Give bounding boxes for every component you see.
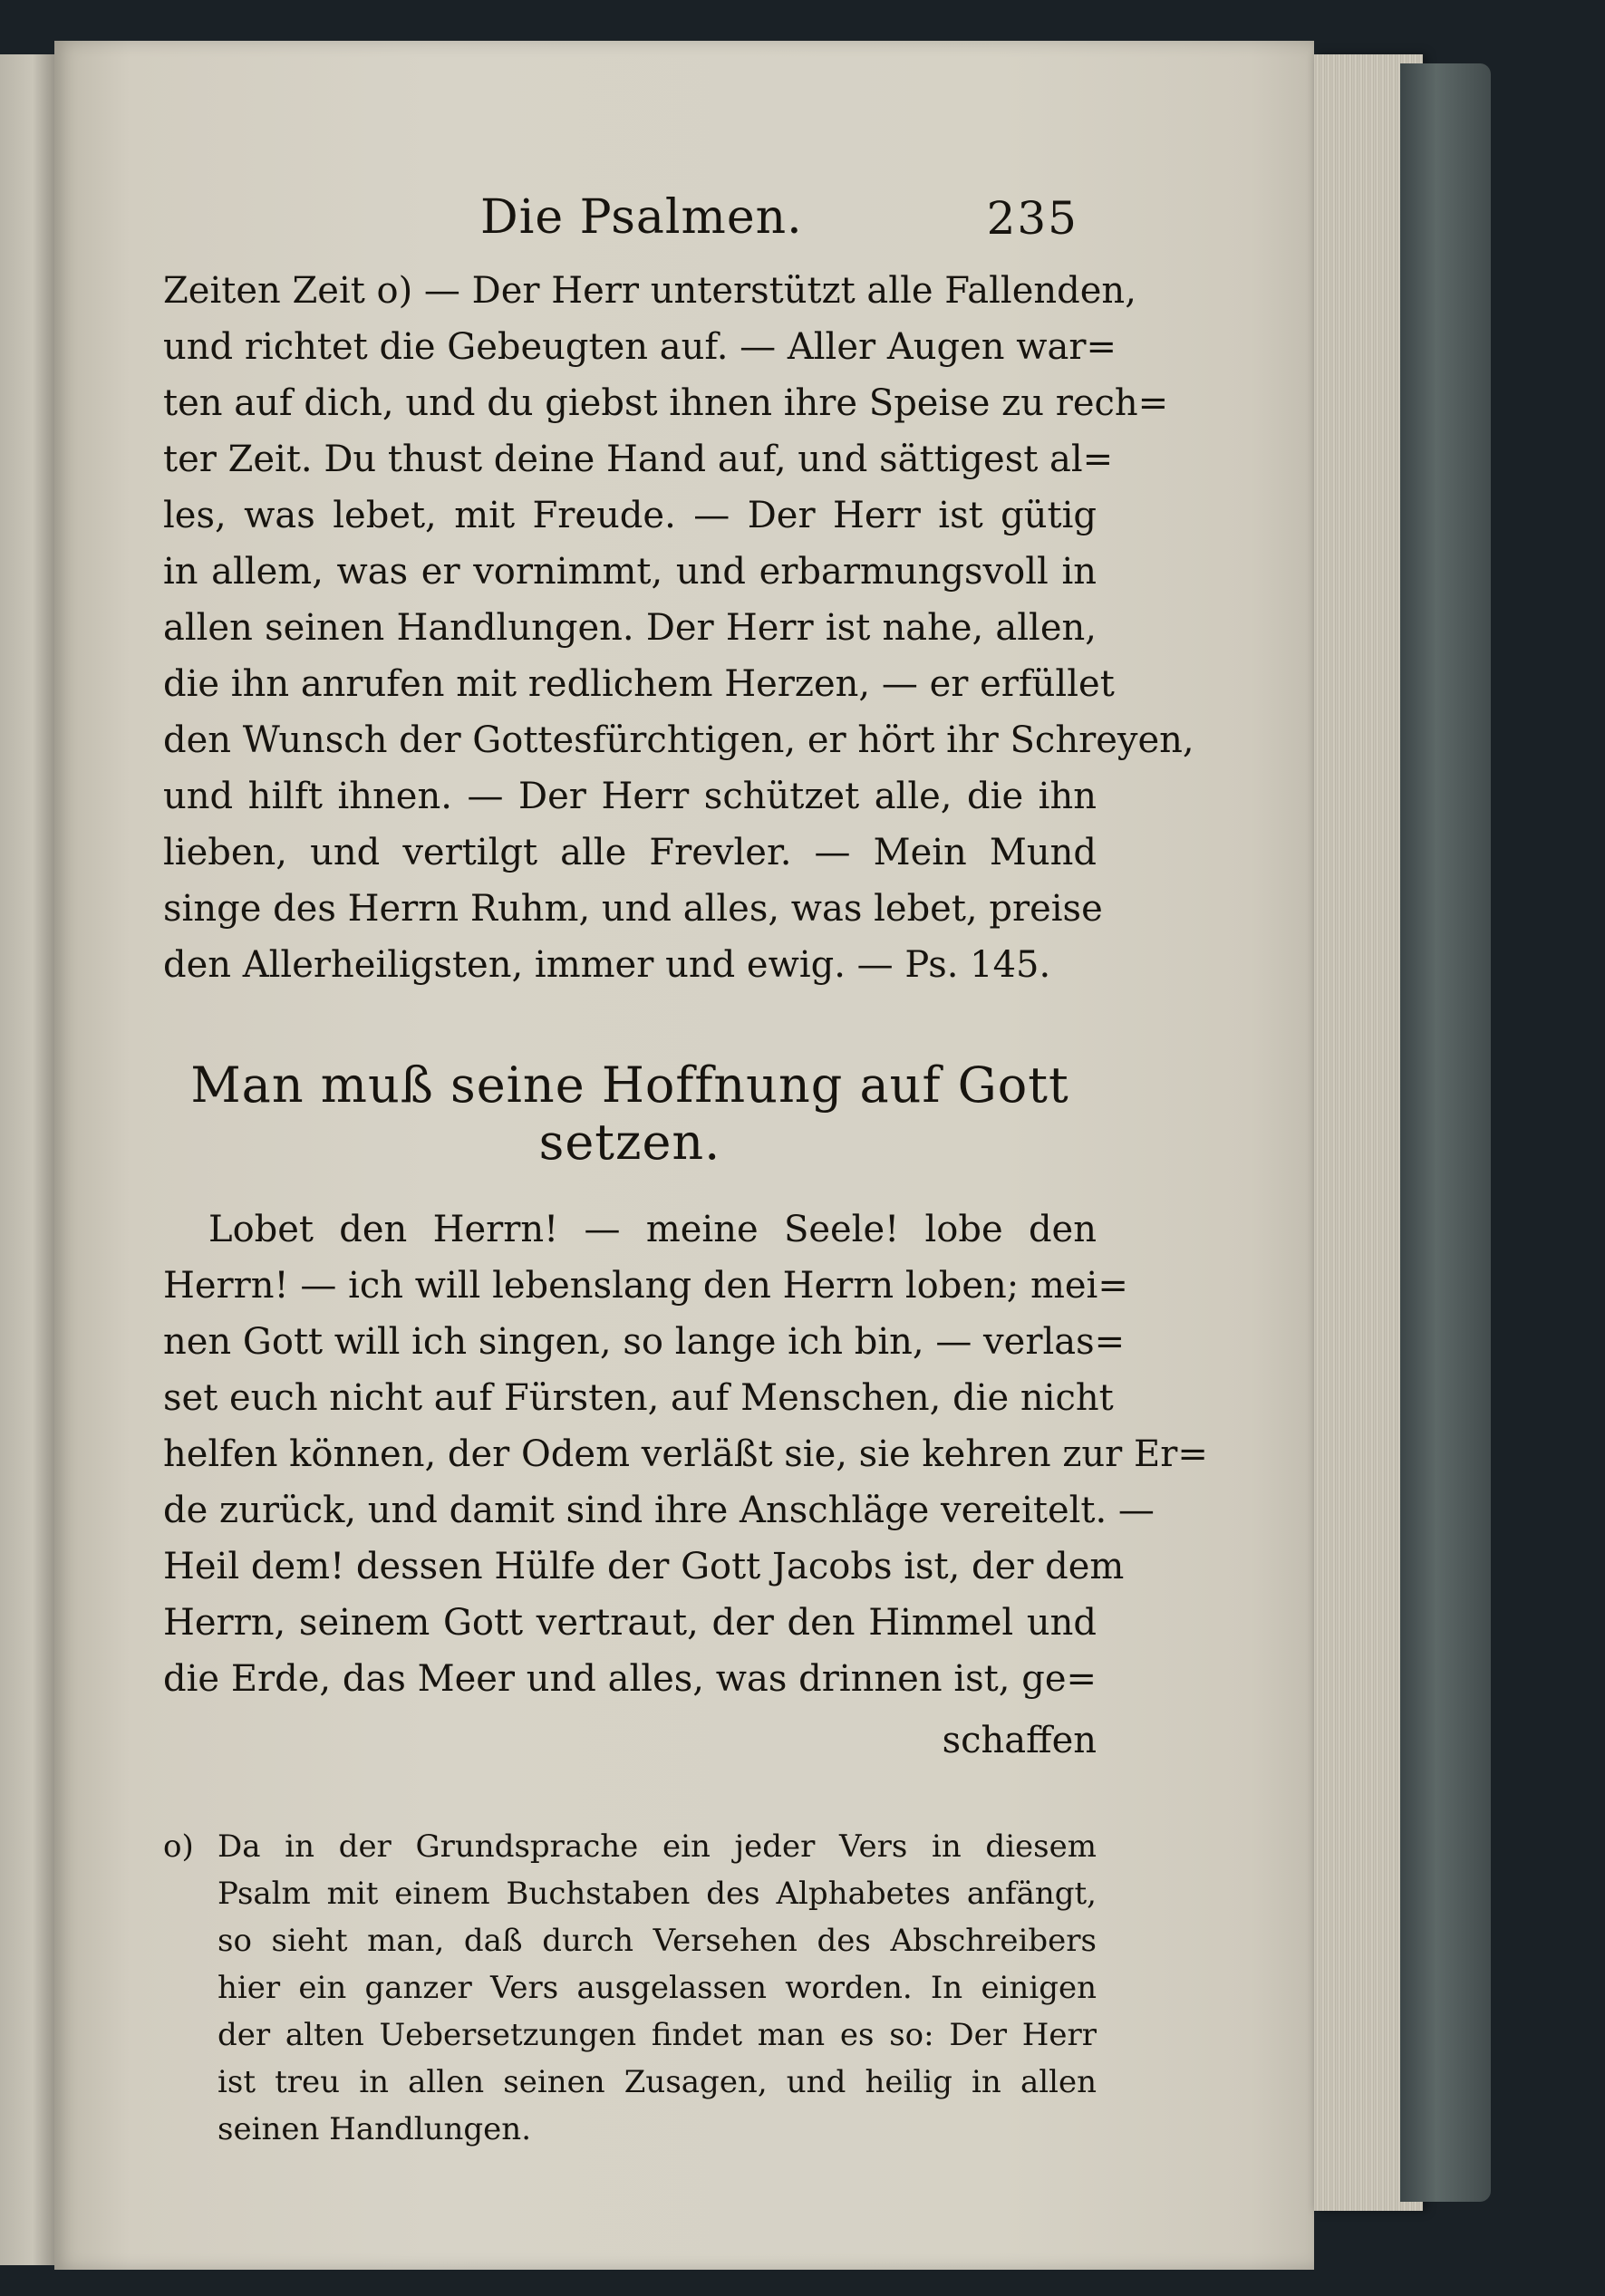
text-line: nen Gott will ich singen, so lange ich bin, — verlas=	[163, 1321, 1126, 1363]
text-line: Herrn! — ich will lebenslang den Herrn loben; mei=	[163, 1265, 1128, 1307]
text-line: hier ein ganzer Vers ausgelassen worden. In einigen	[218, 1970, 1097, 2006]
text-line: den Allerheiligsten, immer und ewig. — Ps. 145.	[163, 944, 1051, 986]
running-title: Die Psalmen.	[480, 190, 803, 245]
text-line: Heil dem! dessen Hülfe der Gott Jacobs ist, der dem	[163, 1546, 1125, 1587]
page-number: 235	[986, 192, 1078, 245]
text-line: Da in der Grundsprache ein jeder Vers in diesem	[218, 1828, 1097, 1865]
text-line: so sieht man, daß durch Versehen des Abschreibers	[218, 1923, 1097, 1959]
footnote	[163, 1823, 1097, 2153]
book-cover-edge	[1400, 63, 1491, 2202]
text-line: die ihn anrufen mit redlichem Herzen, — er erfüllet	[163, 663, 1115, 705]
text-line: Lobet den Herrn! — meine Seele! lobe den	[208, 1209, 1097, 1250]
page-header	[163, 163, 1097, 263]
text-line: ist treu in allen seinen Zusagen, und heilig in allen	[218, 2064, 1097, 2100]
text-line: seinen Handlungen.	[218, 2111, 532, 2147]
text-line: den Wunsch der Gottesfürchtigen, er hört ihr Schreyen,	[163, 719, 1194, 761]
text-line: allen seinen Handlungen. Der Herr ist nahe, allen,	[163, 607, 1097, 649]
text-line: set euch nicht auf Fürsten, auf Menschen, die nicht	[163, 1377, 1114, 1419]
text-line: ter Zeit. Du thust deine Hand auf, und sättigest al=	[163, 439, 1114, 480]
footnote-first-line	[163, 1823, 1097, 1870]
text-line: de zurück, und damit sind ihre Anschläge vereitelt. —	[163, 1490, 1155, 1531]
psalm-145-passage	[163, 263, 1194, 993]
text-line: Herrn, seinem Gott vertraut, der den Himmel und	[163, 1602, 1097, 1644]
text-line: und richtet die Gebeugten auf. — Aller Augen war=	[163, 326, 1117, 368]
text-line: Psalm mit einem Buchstaben des Alphabetes anfängt,	[218, 1876, 1097, 1912]
text-line: Zeiten Zeit o) — Der Herr unterstützt alle Fallenden,	[163, 270, 1136, 312]
footnote-marker: o)	[163, 1828, 194, 1865]
text-line: les, was lebet, mit Freude. — Der Herr ist gütig	[163, 495, 1097, 536]
text-line: ten auf dich, und du giebst ihnen ihre Speise zu rech=	[163, 382, 1169, 424]
section-heading: Man muß seine Hoffnung auf Gott setzen.	[190, 1056, 1069, 1171]
text-line: der alten Uebersetzungen findet man es so: Der Herr	[218, 2017, 1097, 2053]
text-line: und hilft ihnen. — Der Herr schützet alle, die ihn	[163, 776, 1097, 817]
page-content	[163, 163, 1208, 2153]
text-line: helfen können, der Odem verläßt sie, sie kehren zur Er=	[163, 1433, 1208, 1475]
catchword: schaffen	[942, 1720, 1097, 1761]
psalm-146-passage	[163, 1201, 1208, 1707]
text-line: in allem, was er vornimmt, und erbarmungsvoll in	[163, 551, 1097, 593]
facing-page-edge	[0, 54, 54, 2265]
text-line: die Erde, das Meer und alles, was drinnen ist, ge=	[163, 1658, 1097, 1700]
text-line: singe des Herrn Ruhm, und alles, was lebet, preise	[163, 888, 1103, 930]
text-line: lieben, und vertilgt alle Frevler. — Mein Mund	[163, 832, 1097, 873]
